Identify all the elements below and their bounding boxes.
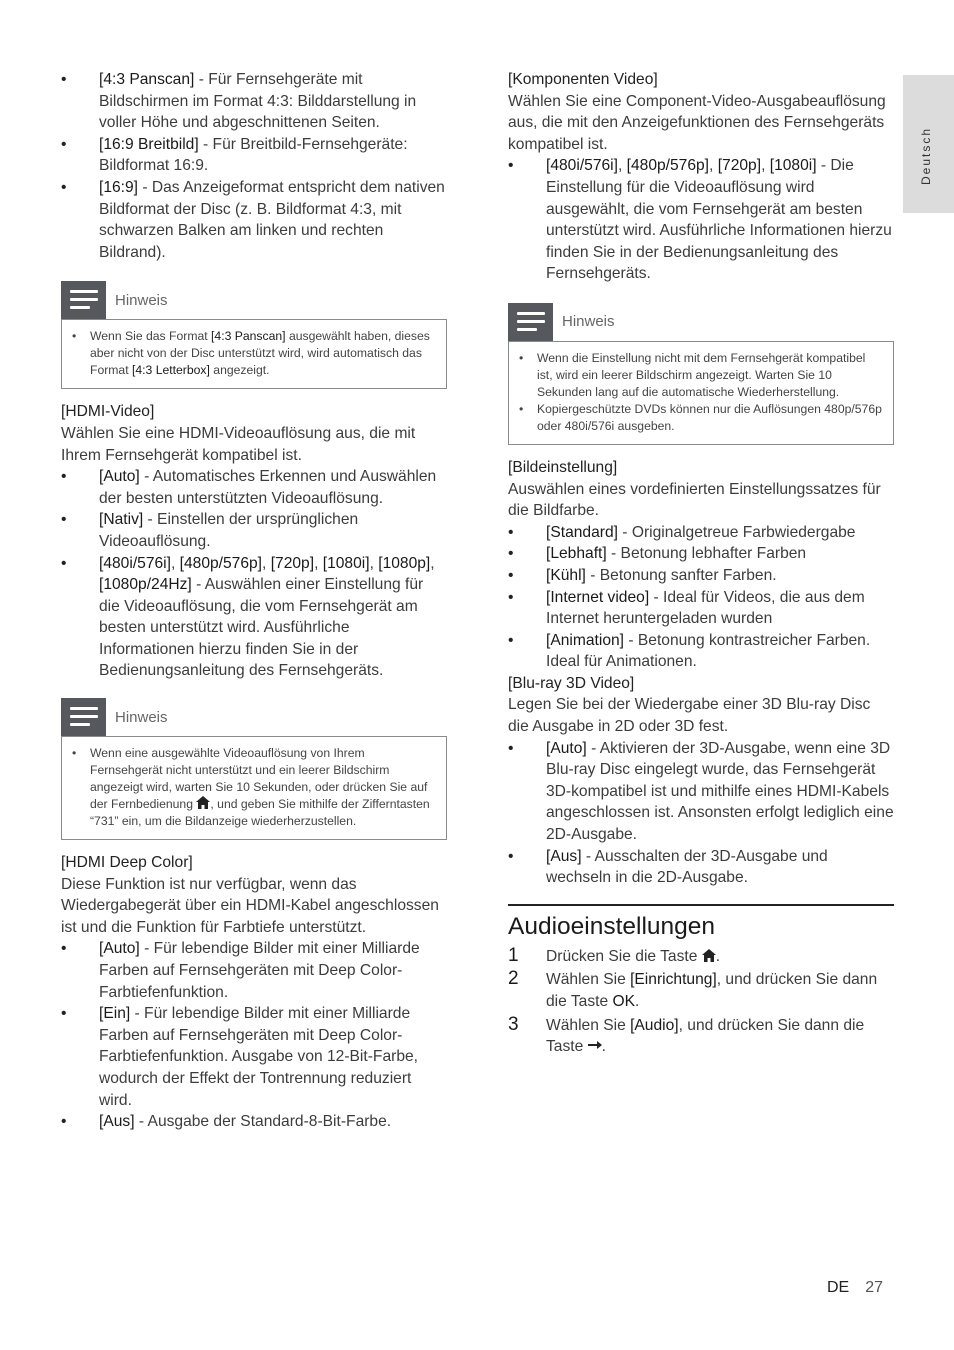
list-item: • [Standard] - Originalgetreue Farbwiedergabe xyxy=(508,523,856,541)
aspect-ratio-list xyxy=(61,69,447,263)
list-item: • [480i/576i], [480p/576p], [720p], [1080i] - Die Einstellung für die Videoauflösung wird ausgewählt, die vom Fernsehgerät am besten unterstützt wird. Ausführliche Informationen hierzu finden Sie in der Bedienungsanleitung des Fernsehgeräts. xyxy=(508,157,892,283)
step-item: 3 Wählen Sie [Audio], und drücken Sie dann die Taste . xyxy=(508,1013,865,1056)
section-heading: [HDMI Deep Color] xyxy=(61,854,193,872)
language-tab xyxy=(903,75,954,213)
section-description: Legen Sie bei der Wiedergabe einer 3D Blu-ray Disc die Ausgabe in 2D oder 3D fest. xyxy=(508,696,871,736)
page-number: 27 xyxy=(865,1279,884,1296)
section-heading: [Komponenten Video] xyxy=(508,71,658,88)
list-item: • [Animation] - Betonung kontrastreicher Farben. Ideal für Animationen. xyxy=(508,631,871,671)
hdmi-deep-color-section xyxy=(61,852,447,1133)
section-description: Wählen Sie eine HDMI-Videoauflösung aus, die mit Ihrem Fernsehgerät kompatibel ist. xyxy=(61,424,416,464)
section-description: Diese Funktion ist nur verfügbar, wenn das Wiedergabegerät über ein HDMI-Kabel angeschlossen ist und die Funktion für Farbtiefe unterstützt. xyxy=(61,875,439,936)
audio-steps xyxy=(508,946,894,1058)
note-item: • Wenn eine ausgewählte Videoauflösung von Ihrem Fernsehgerät nicht unterstützt und ein leerer Bildschirm angezeigt wird, warten Sie 10 Sekunden, oder drücken Sie auf der Fernbedienung , und geben Sie mithilfe der Zifferntasten “731” ein, um die Bildanzeige wiederherzustellen. xyxy=(72,746,430,829)
step-item: 2 Wählen Sie [Einrichtung], und drücken Sie dann die Taste OK. xyxy=(508,968,878,1010)
list-item: • [Nativ] - Einstellen der ursprünglichen Videoauflösung. xyxy=(61,511,359,550)
section-heading: [Blu-ray 3D Video] xyxy=(508,674,635,692)
section-divider xyxy=(508,904,894,906)
note-label: Hinweis xyxy=(115,708,168,726)
list-item: • [16:9 Breitbild] - Für Breitbild-Fernsehgeräte: Bildformat 16:9. xyxy=(61,135,408,175)
list-item: • [Aus] - Ausgabe der Standard-8-Bit-Farbe. xyxy=(61,1113,392,1131)
section-heading: [HDMI-Video] xyxy=(61,403,155,421)
list-item: • [4:3 Panscan] - Für Fernsehgeräte mit Bildschirmen im Format 4:3: Bilddarstellung in voller Höhe und abgeschnittenen Seiten. xyxy=(61,71,417,132)
language-tab-label: Deutsch xyxy=(919,126,933,185)
page-footer xyxy=(827,1279,883,1297)
left-column xyxy=(61,69,447,1133)
note-label: Hinweis xyxy=(115,291,168,309)
audio-settings-title: Audioeinstellungen xyxy=(508,912,716,940)
list-item: • [Auto] - Für lebendige Bilder mit einer Milliarde Farben auf Fernsehgeräten mit Deep Color-Farbtiefenfunktion. xyxy=(61,940,420,1001)
list-item: • [16:9] - Das Anzeigeformat entspricht dem nativen Bildformat der Disc (z. B. Bildformat 4:3, mit schwarzen Balken am linken und rechten Bildrand). xyxy=(61,178,445,261)
note-label: Hinweis xyxy=(562,313,615,331)
component-video-section xyxy=(508,69,894,285)
hdmi-video-section xyxy=(61,401,447,682)
home-icon xyxy=(702,949,716,962)
list-item: • [Lebhaft] - Betonung lebhafter Farben xyxy=(508,545,807,563)
section-description: Auswählen eines vordefinierten Einstellungssatzes für die Bildfarbe. xyxy=(508,480,881,520)
section-heading: [Bildeinstellung] xyxy=(508,458,618,476)
note-item: • Wenn Sie das Format [4:3 Panscan] ausgewählt haben, dieses aber nicht von der Disc unterstützt wird, wird automatisch das Format [4:3 Letterbox] angezeigt. xyxy=(72,329,430,378)
right-column xyxy=(508,69,894,1060)
note-icon xyxy=(61,698,106,736)
note-item: • Kopiergeschützte DVDs können nur die Auflösungen 480p/576p oder 480i/576i ausgeben. xyxy=(519,401,882,433)
note-icon xyxy=(61,281,106,319)
note-box xyxy=(508,303,894,445)
section-description: Wählen Sie eine Component-Video-Ausgabeauflösung aus, die mit den Anzeigefunktionen des Fernsehgeräts kompatibel ist. xyxy=(508,92,886,153)
list-item: • [Internet video] - Ideal für Videos, die aus dem Internet heruntergeladen wurden xyxy=(508,588,865,628)
list-item: • [Kühl] - Betonung sanfter Farben. xyxy=(508,566,777,584)
note-box xyxy=(61,281,447,389)
list-item: • [Ein] - Für lebendige Bilder mit einer Milliarde Farben auf Fernsehgeräten mit Deep Color-Farbtiefenfunktion. Ausgabe von 12-Bit-Farbe, wodurch der Effekt der Tontrennung reduziert wird. xyxy=(61,1005,418,1109)
language-code: DE xyxy=(827,1279,850,1296)
list-item: • [Auto] - Aktivieren der 3D-Ausgabe, wenn eine 3D Blu-ray Disc eingelegt wurde, das Fernsehgerät 3D-kompatibel ist und mithilfe eines HDMI-Kabels angeschlossen ist. Ansonsten erfolgt lediglich eine 2D-Ausgabe. xyxy=(508,739,894,844)
note-item: • Wenn die Einstellung nicht mit dem Fernsehgerät kompatibel ist, wird ein leerer Bildschirm angezeigt. Warten Sie 10 Sekunden lang auf die automatische Wiederherstellung. xyxy=(519,350,866,399)
note-box xyxy=(61,698,447,840)
list-item: • [Aus] - Ausschalten der 3D-Ausgabe und wechseln in die 2D-Ausgabe. xyxy=(508,847,828,887)
list-item: • [480i/576i], [480p/576p], [720p], [1080i], [1080p], [1080p/24Hz] - Auswählen einer Einstellung für die Videoauflösung, die vom Fernsehgerät am besten unterstützt wird. Ausführliche Informationen hierzu finden Sie in der Bedienungsanleitung des Fernsehgeräts. xyxy=(61,554,435,680)
right-arrow-icon xyxy=(588,1040,602,1050)
list-item: • [Auto] - Automatisches Erkennen und Auswählen der besten unterstützten Videoauflösung. xyxy=(61,468,437,507)
home-icon xyxy=(196,796,210,809)
step-item: 1 Drücken Sie die Taste . xyxy=(508,944,721,966)
picture-settings-section xyxy=(508,457,894,673)
note-icon xyxy=(508,303,553,341)
bluray-3d-section xyxy=(508,673,894,889)
